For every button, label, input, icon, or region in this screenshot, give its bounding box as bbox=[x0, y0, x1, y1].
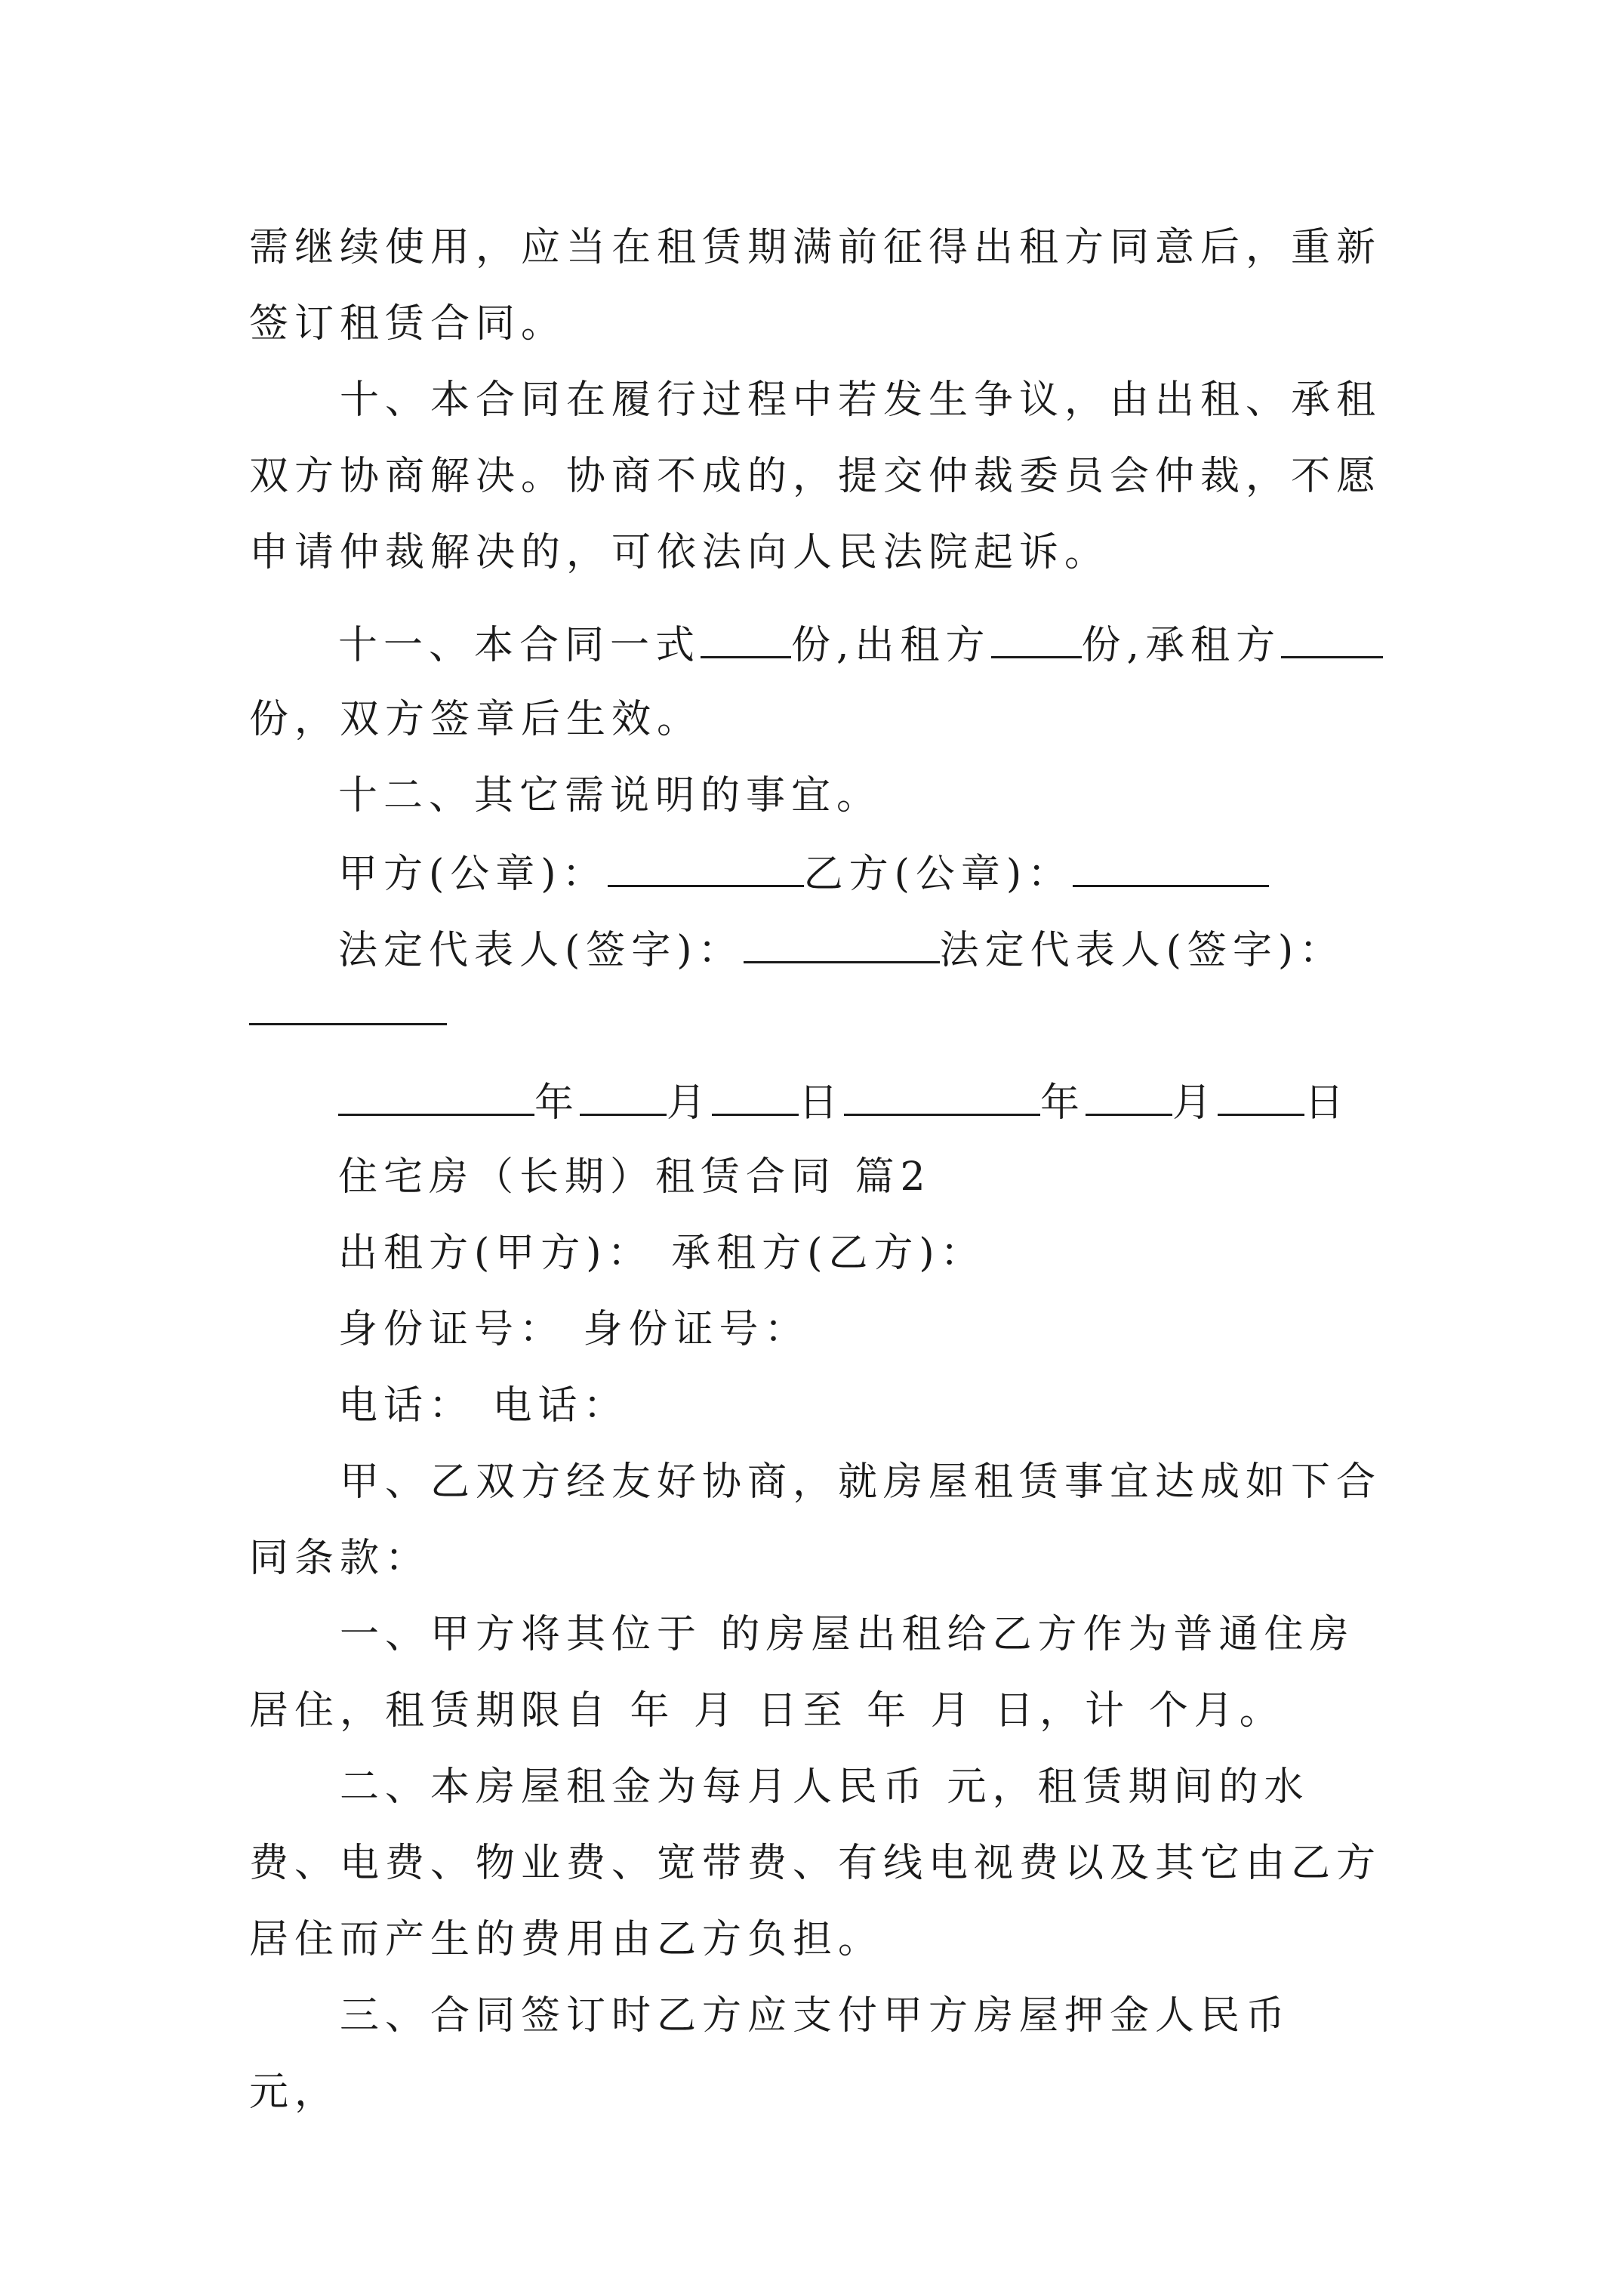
rep-b-blank-line bbox=[249, 984, 447, 1039]
blank-copies-lessee bbox=[1281, 617, 1383, 658]
contract-2-clause-2: 二、本房屋租金为每月人民币 元，租赁期间的水费、电费、物业费、宽带费、有线电视费以及其它由乙方居住而产生的费用由乙方负担。 bbox=[249, 1764, 1382, 1962]
month-b-label: 月 bbox=[1172, 1080, 1218, 1126]
sign-party-line bbox=[338, 846, 1269, 901]
clause-11-part1: 十一、本合同一式 bbox=[338, 623, 701, 668]
id-number-line: 身份证号： 身份证号： bbox=[338, 1307, 810, 1352]
blank-rep-b bbox=[249, 984, 447, 1025]
rep-b-label: 法定代表人(签字)： bbox=[939, 928, 1345, 973]
clause-11-line1 bbox=[338, 617, 1383, 672]
year-b-label: 年 bbox=[1040, 1080, 1086, 1126]
rep-a-label: 法定代表人(签字)： bbox=[338, 928, 744, 973]
blank-party-b-seal bbox=[1073, 846, 1269, 887]
lessor-lessee-line: 出租方(甲方)： 承租方(乙方)： bbox=[338, 1231, 986, 1276]
party-a-seal-label: 甲方(公章)： bbox=[338, 852, 608, 897]
day-b-label: 日 bbox=[1304, 1080, 1350, 1126]
clause-11-part4: 份，双方签章后生效。 bbox=[249, 697, 703, 742]
contract-2-intro: 甲、乙双方经友好协商，就房屋租赁事宜达成如下合同条款： bbox=[249, 1459, 1382, 1581]
blank-year-b bbox=[844, 1074, 1040, 1116]
blank-month-b bbox=[1086, 1074, 1172, 1116]
clause-10: 十、本合同在履行过程中若发生争议，由出租、承租双方协商解决。协商不成的，提交仲裁委员会仲裁，不愿申请仲裁解决的，可依法向人民法院起诉。 bbox=[249, 378, 1382, 575]
contract-2-clause-1: 一、甲方将其位于 的房屋出租给乙方作为普通住房居住，租赁期限自 年 月 日至 年 月 日，计 个月。 bbox=[249, 1612, 1355, 1734]
blank-day-a bbox=[712, 1074, 799, 1116]
paragraph-renew-tail: 需继续使用，应当在租赁期满前征得出租方同意后，重新签订租赁合同。 bbox=[249, 225, 1382, 347]
clause-11-part3: 份,承租方 bbox=[1081, 623, 1282, 668]
phone-line: 电话： 电话： bbox=[338, 1383, 629, 1428]
blank-month-a bbox=[580, 1074, 667, 1116]
blank-party-a-seal bbox=[608, 846, 804, 887]
contract-2-title: 住宅房（长期）租赁合同 篇2 bbox=[338, 1154, 932, 1200]
party-b-seal-label: 乙方(公章)： bbox=[803, 852, 1073, 897]
date-line bbox=[338, 1074, 1350, 1130]
blank-copies-total bbox=[701, 617, 791, 658]
contract-2-clause-3: 三、合同签订时乙方应支付甲方房屋押金人民币 元， bbox=[249, 1993, 1292, 2115]
blank-day-b bbox=[1218, 1074, 1304, 1116]
month-a-label: 月 bbox=[667, 1080, 713, 1126]
clause-12: 十二、其它需说明的事宜。 bbox=[338, 773, 882, 818]
day-a-label: 日 bbox=[799, 1080, 845, 1126]
year-a-label: 年 bbox=[534, 1080, 581, 1126]
blank-rep-a bbox=[744, 922, 940, 963]
clause-11-part2: 份,出租方 bbox=[791, 623, 991, 668]
sign-rep-line bbox=[338, 922, 1344, 977]
blank-year-a bbox=[338, 1074, 534, 1116]
blank-copies-lessor bbox=[991, 617, 1082, 658]
